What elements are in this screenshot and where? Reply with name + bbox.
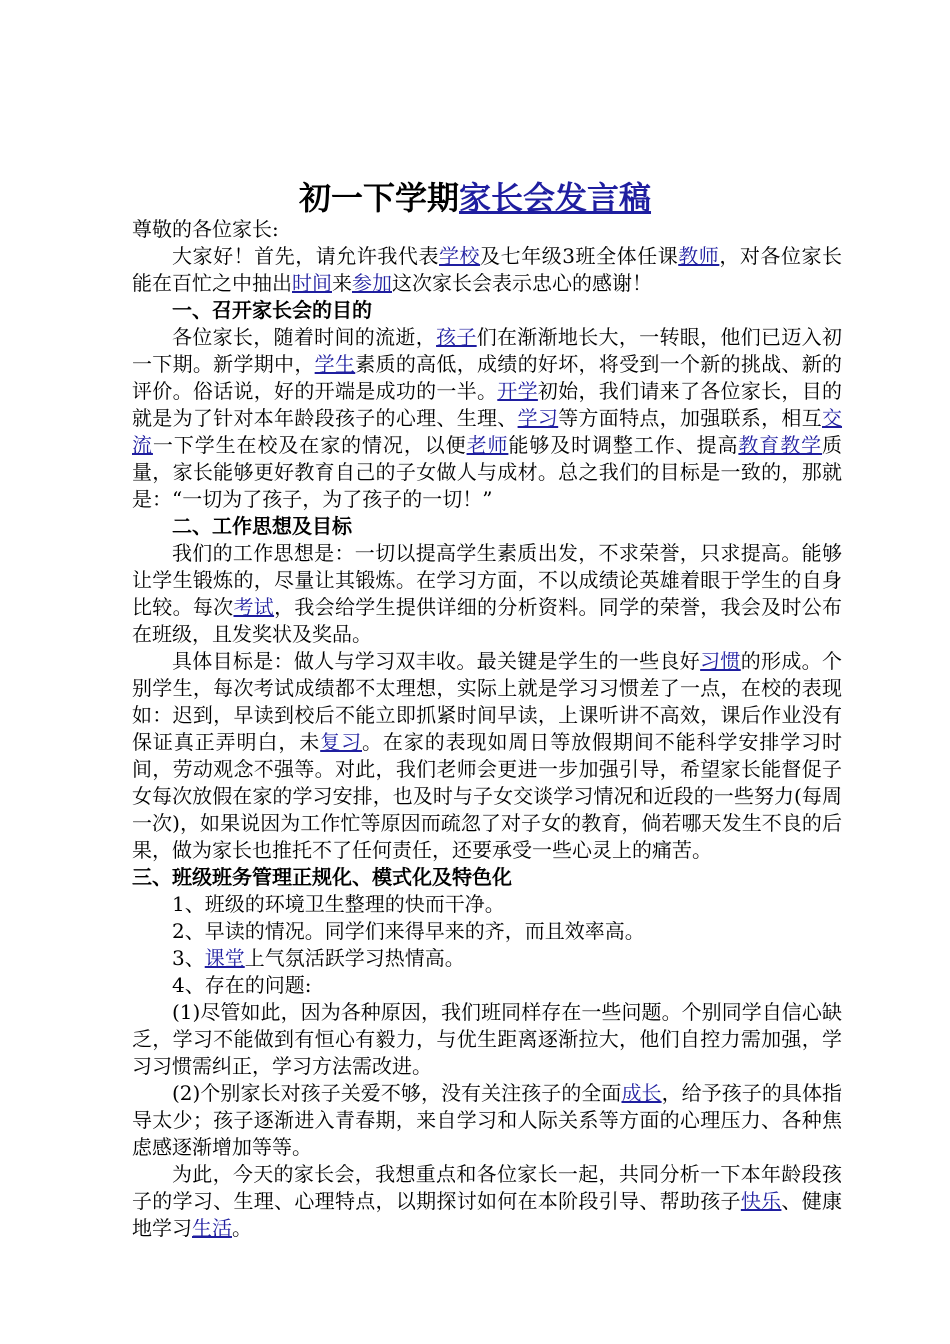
paragraph-conclusion	[132, 1161, 842, 1242]
text: 具体目标是：做人与学习双丰收。最关键是学生的一些良好	[172, 649, 701, 673]
text: 的形成。个别学生，每次考试成绩都不太理想，实际上就是学习习惯差了一点，在校的表现如：迟到，早读到校后不能立即抓紧时间早读，上课听讲不高效，课后作业没有保证真正弄明白，未	[132, 649, 842, 754]
link-life[interactable]: 生活	[192, 1216, 232, 1240]
link-classroom[interactable]: 课堂	[204, 946, 245, 970]
text: ，对各位家长能在百忙之中抽出	[132, 244, 843, 295]
text: 素质的高低，成绩的好坏，将受到一个新的挑战、新的评价。俗话说，好的开端是成功的一半。	[132, 352, 843, 403]
link-growth[interactable]: 成长	[621, 1081, 662, 1105]
text: 来	[332, 271, 352, 295]
text: ，给予孩子的具体指导太少；孩子逐渐进入青春期，来自学习和人际关系等方面的心理压力、各种焦虑感逐渐增加等等。	[132, 1081, 842, 1159]
salutation: 尊敬的各位家长:	[132, 217, 279, 241]
link-school[interactable]: 学校	[439, 244, 481, 268]
text: (2)个别家长对孩子关爱不够，没有关注孩子的全面	[172, 1081, 622, 1105]
text: 等方面特点，加强联系，相互	[558, 406, 823, 430]
text: 上气氛活跃学习热情高。	[244, 946, 465, 970]
text: 能够及时调整工作、提高	[508, 433, 739, 457]
paragraph-problem-2	[132, 1080, 842, 1161]
document-title	[0, 176, 950, 220]
text: ，我会给学生提供详细的分析资料。同学的荣誉，我会及时公布在班级，且发奖状及奖品。	[132, 595, 843, 646]
text: 这次家长会表示忠心的感谢！	[392, 271, 652, 295]
text: 为此，今天的家长会，我想重点和各位家长一起，共同分析一下本年龄段孩子的学习、生理、心理特点，以期探讨如何在本阶段引导、帮助孩子	[132, 1162, 842, 1213]
text: 大家好！首先，请允许我代表	[172, 244, 440, 268]
link-children[interactable]: 孩子	[436, 325, 477, 349]
text: 3、	[172, 946, 205, 970]
paragraph-work-thought	[132, 540, 842, 648]
link-communicate[interactable]: 交流	[132, 406, 843, 457]
link-happy[interactable]: 快乐	[740, 1189, 782, 1213]
link-teachers[interactable]: 老师	[466, 433, 509, 457]
link-attend[interactable]: 参加	[352, 271, 392, 295]
text: 我们的工作思想是：一切以提高学生素质出发，不求荣誉，只求提高。能够让学生锻炼的，尽量让其锻炼。在学习方面，不以成绩论英雄着眼于学生的自身比较。每次	[132, 541, 842, 619]
text: 质量，家长能够更好教育自己的子女做人与成材。总之我们的目标是一致的，那就是：“一切为了孩子，为了孩子的一切！”	[132, 433, 843, 511]
link-time[interactable]: 时间	[292, 271, 332, 295]
text: 。	[232, 1216, 252, 1240]
paragraph-goals	[132, 648, 842, 864]
paragraph-problem-1: (1)尽管如此，因为各种原因，我们班同样存在一些问题。个别同学自信心缺乏，学习不能做到有恒心有毅力，与优生距离逐渐拉大，他们自控力需加强，学习习惯需纠正，学习方法需改进。	[132, 1000, 842, 1078]
link-review[interactable]: 复习	[320, 730, 363, 754]
text: 初始，我们请来了各位家长，目的就是为了针对本年龄段孩子的心理、生理、	[132, 379, 843, 430]
section-heading-2: 二、工作思想及目标	[172, 514, 352, 538]
link-students[interactable]: 学生	[314, 352, 356, 376]
link-teacher[interactable]: 教师	[678, 244, 720, 268]
title-link-parents-meeting[interactable]: 家长会	[458, 179, 555, 217]
paragraph-purpose	[132, 324, 842, 513]
list-item-1: 1、班级的环境卫生整理的快而干净。	[172, 892, 505, 916]
link-exam[interactable]: 考试	[233, 595, 275, 619]
link-education-teaching[interactable]: 教育教学	[738, 433, 823, 457]
text: 一下学生在校及在家的情况，以便	[152, 433, 467, 457]
section-heading-3: 三、班级班务管理正规化、模式化及特色化	[132, 865, 512, 889]
link-school-start[interactable]: 开学	[497, 379, 538, 403]
text: 。在家的表现如周日等放假期间不能科学安排学习时间，劳动观念不强等。对此，我们老师会更进一步加强引导，希望家长能督促子女每次放假在家的学习安排，也及时与子女交谈学习情况和近段的一些努力(每周一次)，如果说因为工作忙等原因而疏忽了对子女的教育，倘若哪天发生不良的后果，做为家长也推托不了任何责任，还要承受一些心灵上的痛苦。	[132, 730, 843, 862]
list-item-4: 4、存在的问题:	[172, 973, 312, 997]
text: 们在渐渐地长大，一转眼，他们已迈入初一下期。新学期中，	[132, 325, 842, 376]
document-body	[132, 216, 842, 1242]
text: 、健康地学习	[132, 1189, 843, 1240]
text: 及七年级3班全体任课	[480, 244, 679, 268]
link-study[interactable]: 学习	[517, 406, 559, 430]
list-item-2: 2、早读的情况。同学们来得早来的齐，而且效率高。	[172, 919, 645, 943]
paragraph-greeting	[132, 243, 842, 297]
list-item-3	[132, 945, 842, 972]
title-text: 初一下学期	[298, 179, 459, 217]
section-heading-1: 一、召开家长会的目的	[172, 298, 372, 322]
link-habits[interactable]: 习惯	[700, 649, 741, 673]
title-link-speech[interactable]: 发言稿	[555, 179, 652, 217]
text: 各位家长，随着时间的流逝，	[172, 325, 437, 349]
